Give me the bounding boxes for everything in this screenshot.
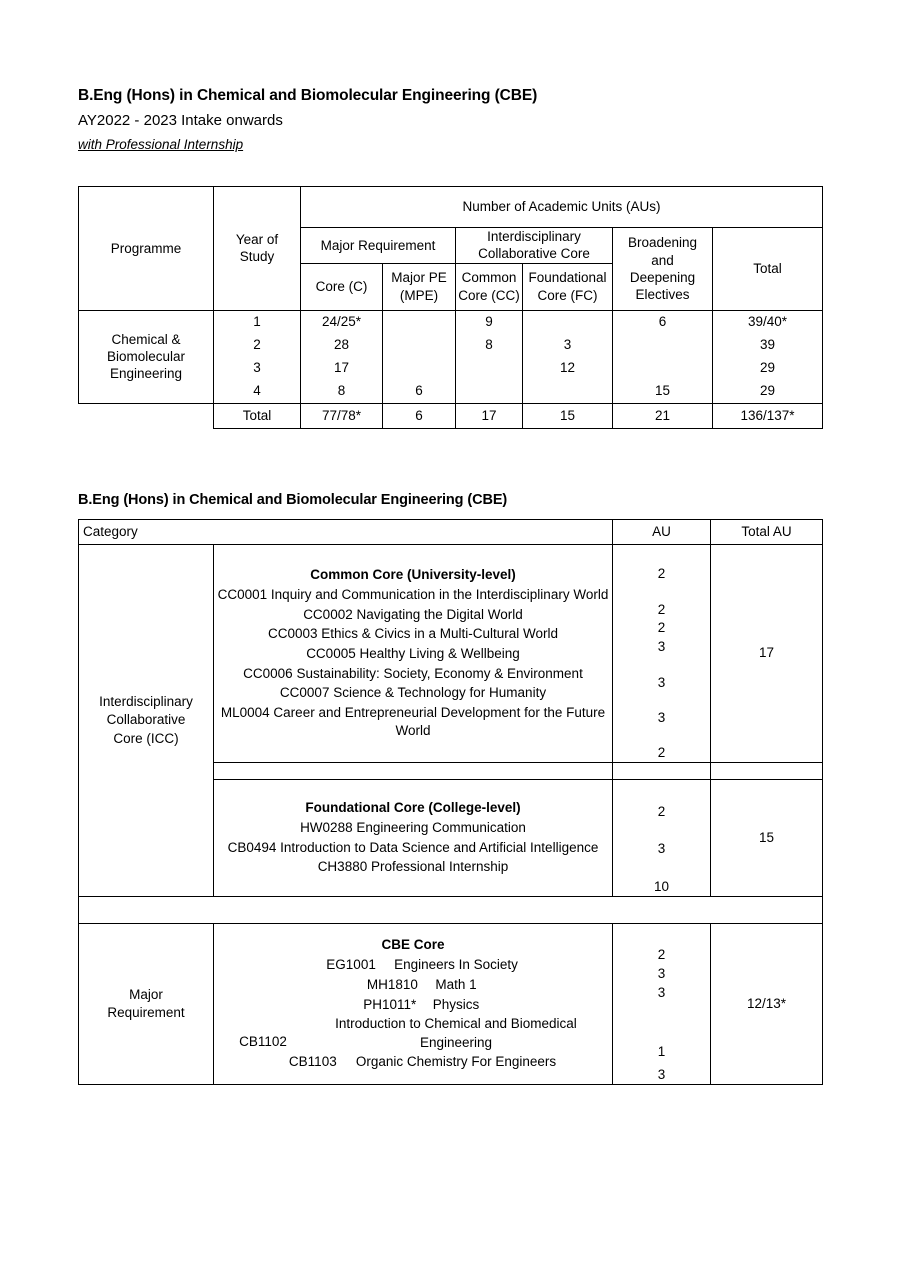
summary-header-row-1	[79, 187, 823, 228]
table-courses	[78, 519, 823, 1085]
cell-year: 3	[214, 357, 301, 380]
page-subtitle: AY2022 - 2023 Intake onwards	[78, 112, 283, 130]
list-item: CC0002 Navigating the Digital World	[303, 606, 523, 622]
course-title: Introduction to Chemical and Biomedical Engineering	[335, 1016, 577, 1050]
header-icc: Interdisciplinary Collaborative Core	[456, 228, 613, 264]
course-title: Organic Chemistry For Engineers	[355, 1054, 557, 1070]
list-item	[214, 956, 612, 976]
header-programme: Programme	[79, 187, 214, 311]
cell-spacer	[79, 897, 823, 924]
summary-total-row	[79, 403, 823, 428]
cell-total: 29	[713, 380, 823, 404]
courses-table-title: B.Eng (Hons) in Chemical and Biomolecular Engineering (CBE)	[78, 492, 508, 508]
course-list	[214, 956, 612, 1073]
header-common-core: Common Core (CC)	[456, 263, 523, 310]
cell-section-foundational-core	[214, 780, 613, 897]
courses-header-row	[79, 520, 823, 545]
cell-cc	[456, 380, 523, 404]
cell-empty	[79, 403, 214, 428]
au-value: 2	[657, 601, 666, 617]
cell-total: 39/40*	[713, 310, 823, 334]
au-value: 3	[657, 674, 666, 690]
cell-year: 1	[214, 310, 301, 334]
cell-fc: 3	[523, 334, 613, 357]
au-value: 10	[653, 878, 670, 894]
table-row-common-core	[79, 545, 823, 763]
cell-bde	[613, 334, 713, 357]
au-value: 2	[657, 566, 666, 581]
header-au: AU	[613, 520, 711, 545]
cell-spacer	[214, 763, 613, 780]
list-item: CH3880 Professional Internship	[317, 859, 509, 875]
course-code: MH1810	[366, 976, 418, 992]
cell-year: 2	[214, 334, 301, 357]
au-value: 3	[657, 710, 666, 726]
cell-section-common-core	[214, 545, 613, 763]
cell-total-label: Total	[214, 403, 301, 428]
list-item	[214, 975, 612, 995]
au-value: 3	[657, 984, 666, 1000]
course-title: Physics	[432, 996, 480, 1012]
course-title: Engineers In Society	[394, 957, 518, 973]
section-heading: Common Core (University-level)	[310, 566, 516, 582]
list-item	[214, 995, 612, 1015]
cell-total-total: 136/137*	[713, 403, 823, 428]
header-major-requirement: Major Requirement	[301, 228, 456, 264]
cell-cc: 9	[456, 310, 523, 334]
cell-au-cbe-core	[613, 924, 711, 1085]
list-item: HW0288 Engineering Communication	[300, 820, 526, 836]
list-item: CC0005 Healthy Living & Wellbeing	[306, 645, 520, 661]
cell-total-cc: 17	[456, 403, 523, 428]
course-title: Math 1	[435, 976, 477, 992]
au-list	[613, 545, 710, 762]
courses-table-container	[78, 519, 823, 1085]
header-foundational-core: Foundational Core (FC)	[523, 263, 613, 310]
list-item: CC0006 Sustainability: Society, Economy & Environment	[243, 665, 583, 681]
au-value: 3	[657, 638, 666, 654]
cell-fc	[523, 310, 613, 334]
document-heading	[78, 84, 822, 155]
page-title: B.Eng (Hons) in Chemical and Biomolecular Engineering (CBE)	[78, 87, 538, 104]
cell-total-core: 77/78*	[301, 403, 383, 428]
list-item: CC0003 Ethics & Civics in a Multi-Cultural World	[267, 626, 559, 642]
cell-au-common-core	[613, 545, 711, 763]
cell-core: 24/25*	[301, 310, 383, 334]
cell-category-major-requirement: Major Requirement	[79, 924, 214, 1085]
header-total-au: Total AU	[711, 520, 823, 545]
cell-core: 17	[301, 357, 383, 380]
course-code: EG1001	[326, 957, 376, 973]
cell-bde	[613, 357, 713, 380]
cell-total-bde: 21	[613, 403, 713, 428]
cell-cc: 8	[456, 334, 523, 357]
cell-core: 28	[301, 334, 383, 357]
cell-total: 39	[713, 334, 823, 357]
cell-cc	[456, 357, 523, 380]
course-code: CB1103	[288, 1054, 337, 1070]
summary-table-container	[78, 186, 823, 429]
cell-mpe	[383, 357, 456, 380]
course-code: PH1011*	[363, 996, 417, 1012]
section-heading: Foundational Core (College-level)	[305, 800, 521, 816]
au-value: 3	[657, 841, 666, 856]
cell-total-mpe: 6	[383, 403, 456, 428]
page-note: with Professional Internship	[78, 136, 244, 152]
header-total: Total	[713, 228, 823, 311]
cell-core: 8	[301, 380, 383, 404]
cell-spacer	[613, 763, 711, 780]
list-item	[214, 1015, 612, 1053]
cell-total-au-common-core: 17	[711, 545, 823, 763]
cell-total-au-foundational-core: 15	[711, 780, 823, 897]
cell-total-fc: 15	[523, 403, 613, 428]
au-value: 2	[657, 804, 666, 820]
section-heading: CBE Core	[381, 937, 445, 953]
cell-category-icc: Interdisciplinary Collaborative Core (ICC)	[79, 545, 214, 897]
cell-au-foundational-core	[613, 780, 711, 897]
au-value: 1	[657, 1044, 666, 1060]
cell-section-cbe-core	[214, 924, 613, 1085]
cell-fc	[523, 380, 613, 404]
list-item: CC0001 Inquiry and Communication in the Interdisciplinary World	[217, 587, 609, 602]
course-list	[214, 586, 612, 742]
header-category: Category	[79, 520, 613, 545]
au-list	[613, 780, 710, 896]
header-major-pe: Major PE (MPE)	[383, 263, 456, 310]
list-item: CC0007 Science & Technology for Humanity	[279, 685, 547, 701]
au-value: 2	[657, 620, 666, 636]
course-list	[214, 819, 612, 878]
cell-total: 29	[713, 357, 823, 380]
cell-programme-name: Chemical & Biomolecular Engineering	[79, 310, 214, 403]
table-row-cbe-core	[79, 924, 823, 1085]
table-summary	[78, 186, 823, 429]
cell-fc: 12	[523, 357, 613, 380]
cell-year: 4	[214, 380, 301, 404]
au-list	[613, 924, 710, 1084]
list-item: ML0004 Career and Entrepreneurial Development for the Future World	[220, 704, 606, 739]
au-value: 2	[657, 947, 666, 963]
cell-bde: 15	[613, 380, 713, 404]
cell-total-au-cbe-core: 12/13*	[711, 924, 823, 1085]
header-aus-group: Number of Academic Units (AUs)	[301, 187, 823, 228]
au-value: 3	[657, 965, 666, 981]
course-code: CB1102	[239, 1034, 287, 1050]
header-year-of-study: Year of Study	[214, 187, 301, 311]
header-bde: Broadening and Deepening Electives	[613, 228, 713, 311]
cell-mpe	[383, 310, 456, 334]
table-row	[79, 310, 823, 334]
cell-bde: 6	[613, 310, 713, 334]
list-item	[214, 1053, 612, 1073]
list-item: CB0494 Introduction to Data Science and Artificial Intelligence	[227, 839, 599, 855]
cell-mpe	[383, 334, 456, 357]
cell-mpe: 6	[383, 380, 456, 404]
spacer-row-full	[79, 897, 823, 924]
cell-spacer	[711, 763, 823, 780]
header-core-c: Core (C)	[301, 263, 383, 310]
au-value: 2	[657, 744, 666, 760]
au-value: 3	[657, 1066, 666, 1082]
